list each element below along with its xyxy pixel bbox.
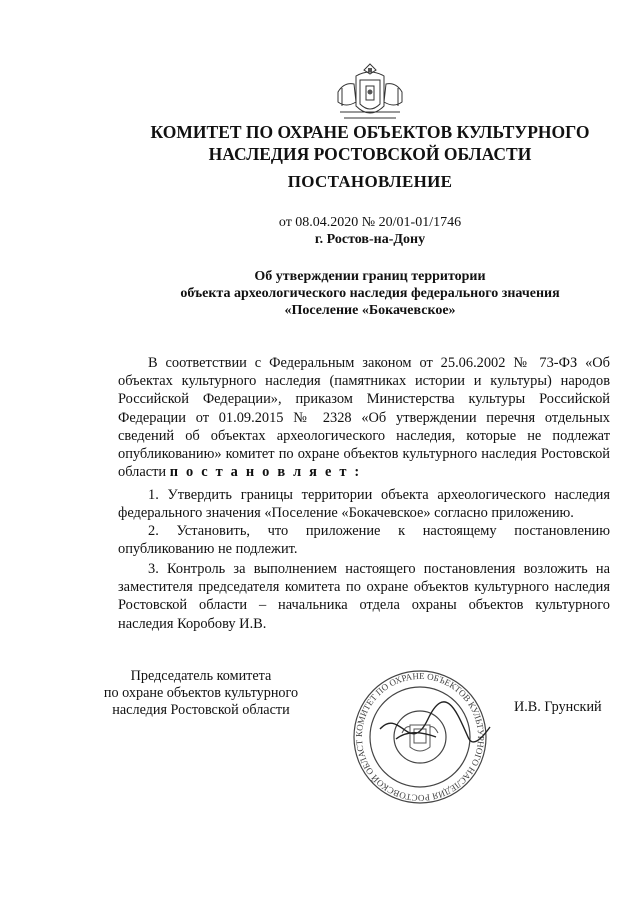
signatory-name: И.В. Грунский (514, 699, 602, 715)
org-line-2: НАСЛЕДИЯ РОСТОВСКОЙ ОБЛАСТИ (208, 144, 532, 164)
org-line-1: КОМИТЕТ ПО ОХРАНЕ ОБЪЕКТОВ КУЛЬТУРНОГО (150, 122, 590, 142)
preamble-text: В соответствии с Федеральным законом от 25.06.2002 № 73-ФЗ «Об объектах культурного наследия (памятниках истории и культуры) народов Российской Федерации», приказом Министерства культуры Российской Федерации от 01.09.2015 № 2328 «Об утверждении перечня отдельных сведений об объектах археологического наследия, которые не подлежат опубликованию» комитет по охране объектов культурного наследия Ростовской области (118, 355, 610, 481)
organization-title (100, 121, 640, 165)
document-type: ПОСТАНОВЛЕНИЕ (287, 172, 453, 191)
role-line-3: наследия Ростовской области (112, 702, 290, 718)
role-line-2: по охране объектов культурного (103, 685, 299, 701)
subject-line-3: «Поселение «Бокачевское» (284, 303, 456, 318)
document-subject (140, 268, 600, 319)
decree-item-1: 1. Утвердить границы территории объекта археологического наследия федерального значения «Поселение «Бокачевское» согласно приложению. (118, 487, 610, 522)
coat-of-arms-emblem (330, 62, 410, 124)
signatory-role (86, 668, 316, 719)
role-line-1: Председатель комитета (130, 668, 272, 684)
decree-item-2: 2. Установить, что приложение к настоящему постановлению опубликованию не подлежит. (118, 523, 610, 558)
document-city: г. Ростов-на-Дону (314, 232, 426, 247)
preamble-paragraph (118, 354, 610, 481)
document-date-number: от 08.04.2020 № 20/01-01/1746 (278, 215, 462, 230)
handwritten-signature (380, 702, 490, 742)
subject-line-2: объекта археологического наследия федерального значения (180, 286, 560, 301)
decree-word: п о с т а н о в л я е т : (169, 464, 362, 481)
decree-item-3: 3. Контроль за выполнением настоящего постановления возложить на заместителя председателя комитета по охране объектов культурного наследия Ростовской области – начальника отдела охраны объектов культурного наследия Коробову И.В. (118, 561, 610, 632)
subject-line-1: Об утверждении границ территории (254, 269, 486, 284)
official-seal (340, 667, 500, 807)
seal-text: КОМИТЕТ ПО ОХРАНЕ ОБЪЕКТОВ КУЛЬТУРНОГО НАСЛЕДИЯ РОСТОВСКОЙ ОБЛАСТ (353, 670, 487, 804)
